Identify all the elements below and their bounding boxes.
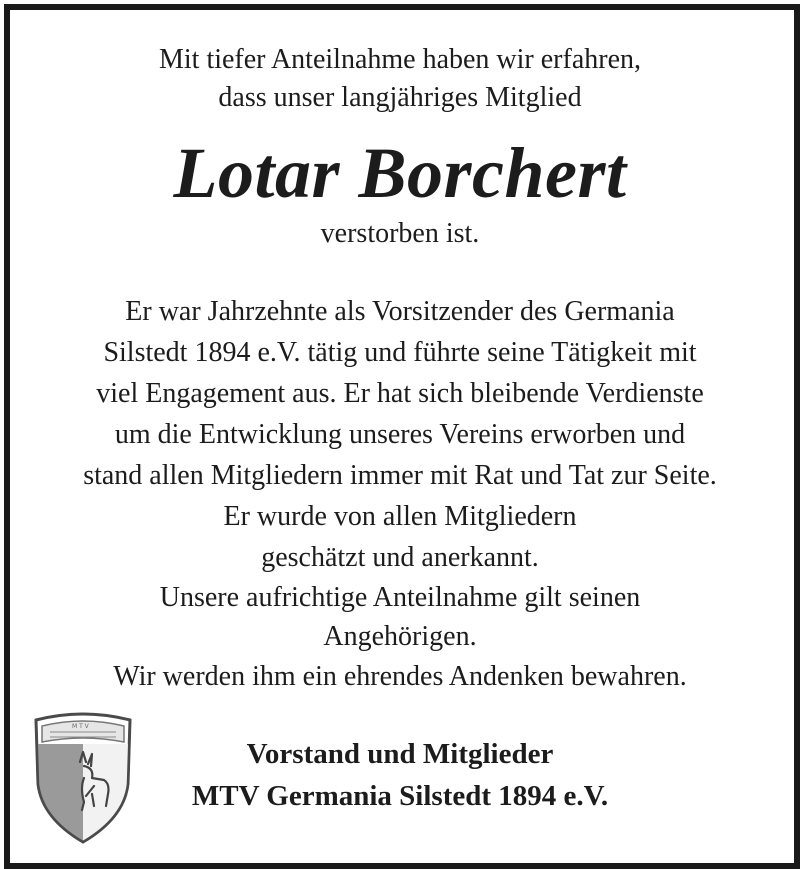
after-name-line: verstorben ist.: [320, 218, 480, 249]
deceased-name: Lotar Borchert: [173, 133, 627, 213]
club-crest-shield-icon: [28, 706, 138, 846]
body-line-5: stand allen Mitgliedern immer mit Rat und Tat zur Seite.: [83, 460, 717, 491]
body-line-6: Er wurde von allen Mitgliedern: [223, 501, 577, 532]
body-line-9: Angehörigen.: [323, 621, 477, 652]
signature-line-2: MTV Germania Silstedt 1894 e.V.: [191, 780, 609, 812]
body-line-2: Silstedt 1894 e.V. tätig und führte seine Tätigkeit mit: [103, 337, 697, 368]
body-line-8: Unsere aufrichtige Anteilnahme gilt seinen: [159, 582, 641, 613]
intro-line-2: dass unser langjähriges Mitglied: [218, 82, 582, 113]
body-line-7: geschätzt und anerkannt.: [261, 542, 539, 573]
body-line-1: Er war Jahrzehnte als Vorsitzender des Germania: [125, 296, 675, 327]
body-line-4: um die Entwicklung unseres Vereins erworben und: [114, 419, 686, 450]
signature-line-1: Vorstand und Mitglieder: [246, 738, 554, 770]
intro-line-1: Mit tiefer Anteilnahme haben wir erfahren,: [158, 44, 642, 75]
body-line-10: Wir werden ihm ein ehrendes Andenken bewahren.: [113, 661, 687, 692]
body-line-3: viel Engagement aus. Er hat sich bleibende Verdienste: [96, 378, 704, 409]
svg-text:M T V: M T V: [72, 723, 89, 730]
